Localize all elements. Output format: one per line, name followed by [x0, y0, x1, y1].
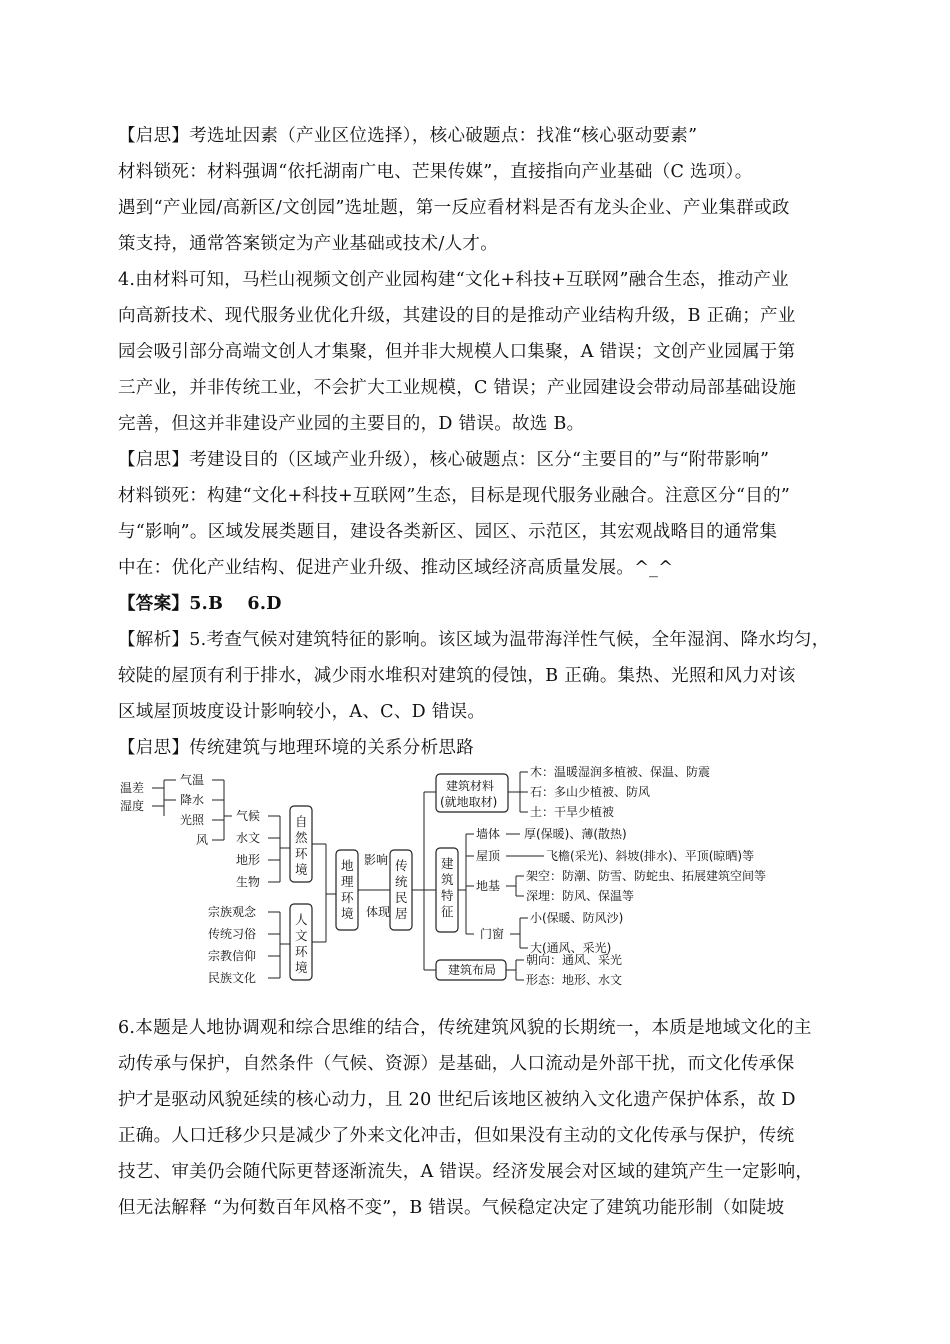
human-custom: 传统习俗	[208, 927, 257, 941]
human-ethnic: 民族文化	[208, 971, 257, 985]
text-line: 园会吸引部分高端文创人才集聚，但并非大规模人口集聚，A 错误；文创产业园属于第	[118, 342, 796, 362]
material-box-title: 建筑材料	[446, 779, 495, 793]
traditional-ch2: 统	[395, 874, 408, 889]
climate-rain: 降水	[180, 793, 205, 807]
factor-humidity: 湿度	[120, 799, 145, 813]
human-env-ch2: 文	[295, 928, 308, 943]
layout-box-title: 建筑布局	[448, 963, 497, 977]
geo-env-ch1: 地	[341, 858, 354, 873]
text-line: 策支持，通常答案锁定为产业基础或技术/人才。	[118, 234, 498, 254]
features-ch4: 征	[441, 904, 454, 919]
window-small: 小(保暖、防风沙)	[530, 911, 624, 925]
base-label: 地基	[476, 879, 501, 893]
reflect-label: 体现	[366, 905, 391, 919]
text-line: 材料锁死：构建“文化+科技+互联网”生态，目标是现代服务业融合。注意区分“目的”	[118, 486, 791, 506]
natural-hydrology: 水文	[236, 831, 261, 845]
material-box-sub: (就地取材)	[440, 795, 498, 809]
text-line: 6.本题是人地协调观和综合思维的结合，传统建筑风貌的长期统一，本质是地域文化的主	[118, 1018, 812, 1038]
text-line: 动传承与保护，自然条件（气候、资源）是基础，人口流动是外部干扰，而文化传承保	[118, 1054, 795, 1074]
influence-label: 影响	[364, 853, 389, 867]
features-ch2: 筑	[441, 872, 454, 887]
text-line: 【启思】考选址因素（产业区位选择），核心破题点：找准“核心驱动要素”	[118, 126, 698, 146]
geo-env-ch2: 理	[341, 874, 354, 889]
natural-biology: 生物	[236, 875, 261, 889]
layout-orientation: 朝向：通风、采光	[526, 953, 623, 967]
window-large: 大(通风、采光)	[530, 941, 612, 955]
text-line: 4.由材料可知，马栏山视频文创产业园构建“文化+科技+互联网”融合生态，推动产业	[118, 270, 789, 290]
text-line: 【解析】5.考查气候对建筑特征的影响。该区域为温带海洋性气候，全年湿润、降水均匀，	[118, 630, 830, 650]
geo-env-ch3: 环	[341, 890, 354, 905]
material-wood: 木：温暖湿润多植被、保温、防震	[530, 765, 711, 779]
base-deep: 深埋：防风、保温等	[526, 889, 635, 903]
text-line: 向高新技术、现代服务业优化升级，其建设的目的是推动产业结构升级，B 正确；产业	[118, 306, 796, 326]
natural-landform: 地形	[236, 853, 261, 867]
roof-text: 飞檐(采光)、斜坡(排水)、平顶(晾晒)等	[546, 849, 755, 863]
human-env-ch1: 人	[295, 912, 308, 927]
text-line: 材料锁死：材料强调“依托湖南广电、芒果传媒”，直接指向产业基础（C 选项）。	[118, 162, 753, 182]
traditional-ch3: 民	[395, 890, 408, 905]
features-ch3: 特	[441, 888, 454, 903]
base-raised: 架空：防潮、防雪、防蛇虫、拓展建筑空间等	[526, 869, 767, 883]
text-line: 区域屋顶坡度设计影响较小，A、C、D 错误。	[118, 702, 486, 722]
climate-wind: 风	[196, 833, 209, 847]
natural-env-ch2: 然	[295, 830, 308, 845]
text-line: 技艺、审美仍会随代际更替逐渐流失，A 错误。经济发展会对区域的建筑产生一定影响，	[118, 1162, 814, 1182]
roof-label: 屋顶	[476, 849, 501, 863]
traditional-ch1: 传	[395, 858, 408, 873]
text-line: 遇到“产业园/高新区/文创园”选址题，第一反应看材料是否有龙头企业、产业集群或政	[118, 198, 790, 218]
text-line: 完善，但这并非建设产业园的主要目的，D 错误。故选 B。	[118, 414, 585, 434]
text-line: 【启思】考建设目的（区域产业升级），核心破题点：区分“主要目的”与“附带影响”	[118, 450, 770, 470]
layout-form: 形态：地形、水文	[526, 973, 623, 987]
human-clan: 宗族观念	[208, 905, 257, 919]
text-line: 与“影响”。区域发展类题目，建设各类新区、园区、示范区，其宏观战略目的通常集	[118, 522, 778, 542]
geo-env-ch4: 境	[341, 906, 354, 921]
text-line: 护才是驱动风貌延续的核心动力，且 20 世纪后该地区被纳入文化遗产保护体系，故 D	[118, 1090, 796, 1110]
answer-line: 【答案】5.B 6.D	[118, 594, 282, 614]
material-stone: 石：多山少植被、防风	[530, 785, 651, 799]
human-env-ch4: 境	[295, 960, 308, 975]
text-line: 正确。人口迁移少只是减少了外来文化冲击，但如果没有主动的文化传承与保护，传统	[118, 1126, 795, 1146]
factor-temp-diff: 温差	[120, 781, 145, 795]
material-earth: 土：干旱少植被	[530, 805, 615, 819]
human-env-ch3: 环	[295, 944, 308, 959]
natural-env-ch1: 自	[295, 814, 308, 829]
traditional-ch4: 居	[395, 906, 408, 921]
human-religion: 宗教信仰	[208, 949, 257, 963]
wall-label: 墙体	[476, 827, 501, 841]
features-ch1: 建	[441, 856, 454, 871]
text-line: 较陡的屋顶有利于排水，减少雨水堆积对建筑的侵蚀，B 正确。集热、光照和风力对该	[118, 666, 796, 686]
climate-light: 光照	[180, 813, 205, 827]
text-line: 【启思】传统建筑与地理环境的关系分析思路	[118, 738, 474, 758]
text-line: 三产业，并非传统工业，不会扩大工业规模，C 错误；产业园建设会带动局部基础设施	[118, 378, 797, 398]
natural-climate: 气候	[236, 809, 261, 823]
architecture-environment-diagram	[118, 758, 848, 998]
climate-temp: 气温	[180, 773, 205, 787]
natural-env-ch3: 环	[295, 846, 308, 861]
text-line: 但无法解释 “为何数百年风格不变”，B 错误。气候稳定决定了建筑功能形制（如陡坡	[118, 1198, 785, 1218]
natural-env-ch4: 境	[295, 862, 308, 877]
text-line: 中在：优化产业结构、促进产业升级、推动区域经济高质量发展。^_^	[118, 558, 674, 578]
wall-text: 厚(保暖)、薄(散热)	[524, 827, 627, 841]
window-label: 门窗	[480, 927, 505, 941]
